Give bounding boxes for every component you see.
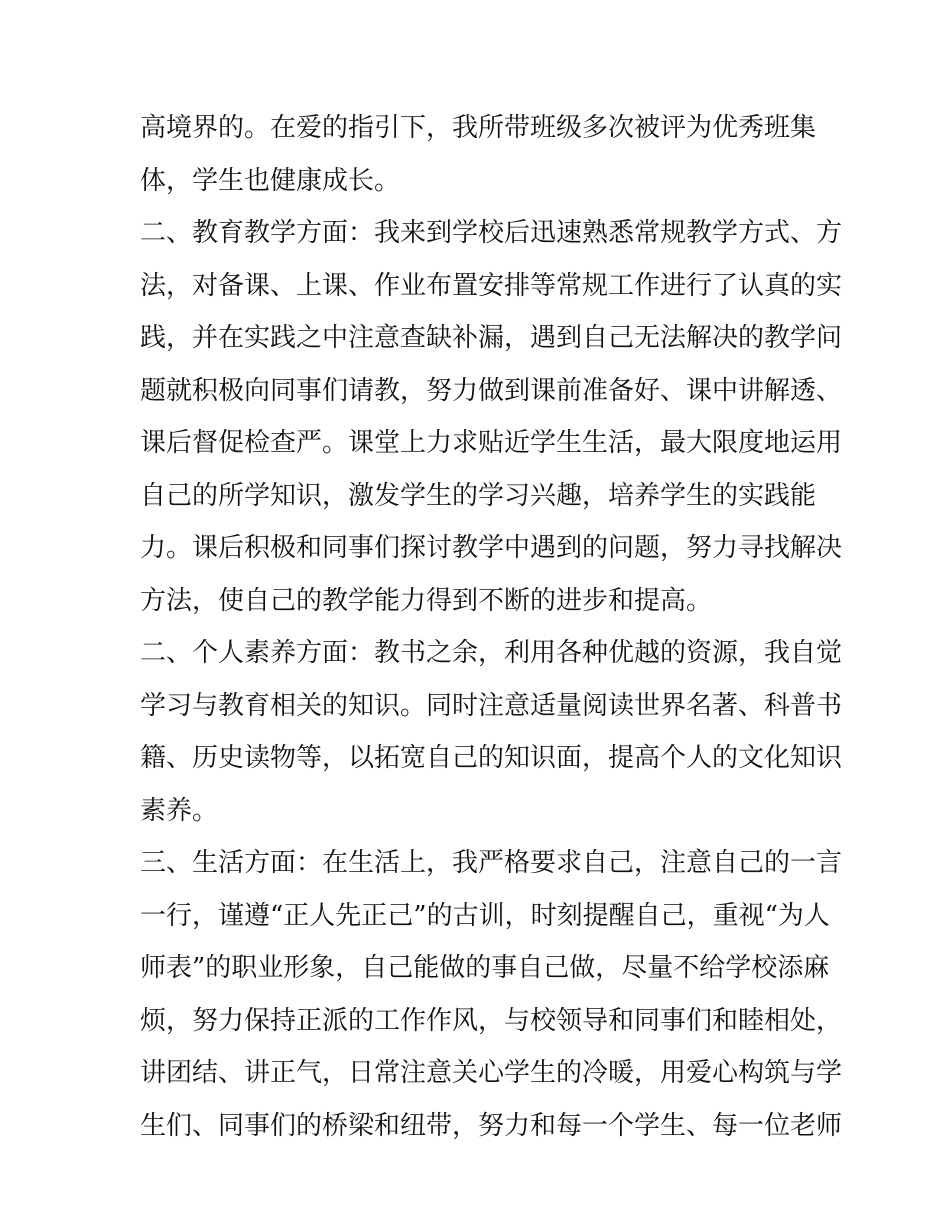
text-line: 体，学生也健康成长。 bbox=[140, 165, 401, 196]
text-line: 一行，谨遵“正人先正己”的古训，时刻提醒自己，重视“为人 bbox=[140, 900, 830, 931]
body-text bbox=[140, 102, 843, 1152]
text-line: 三、生活方面：在生活上，我严格要求自己，注意自己的一言 bbox=[140, 848, 843, 878]
text-line: 践，并在实践之中注意查缺补漏，遇到自己无法解决的教学问 bbox=[140, 323, 843, 353]
text-line: 二、个人素养方面：教书之余，利用各种优越的资源，我自觉 bbox=[140, 638, 843, 668]
text-line: 烦，努力保持正派的工作作风，与校领导和同事们和睦相处， bbox=[140, 1005, 843, 1036]
text-line: 力。课后积极和同事们探讨教学中遇到的问题，努力寻找解决 bbox=[140, 533, 843, 563]
text-line: 题就积极向同事们请教，努力做到课前准备好、课中讲解透、 bbox=[140, 375, 843, 406]
text-line: 生们、同事们的桥梁和纽带，努力和每一个学生、每一位老师 bbox=[140, 1110, 843, 1141]
text-line: 高境界的。在爱的指引下，我所带班级多次被评为优秀班集 bbox=[140, 113, 817, 143]
text-line: 方法，使自己的教学能力得到不断的进步和提高。 bbox=[140, 585, 713, 616]
text-line: 素养。 bbox=[140, 795, 219, 826]
text-line: 籍、历史读物等，以拓宽自己的知识面，提高个人的文化知识 bbox=[140, 743, 843, 773]
text-line: 学习与教育相关的知识。同时注意适量阅读世界名著、科普书 bbox=[140, 690, 843, 721]
text-line: 法，对备课、上课、作业布置安排等常规工作进行了认真的实 bbox=[140, 270, 843, 301]
text-line: 讲团结、讲正气，日常注意关心学生的冷暖，用爱心构筑与学 bbox=[140, 1058, 843, 1088]
text-line: 二、教育教学方面：我来到学校后迅速熟悉常规教学方式、方 bbox=[140, 218, 843, 248]
text-line: 课后督促检查严。课堂上力求贴近学生生活，最大限度地运用 bbox=[140, 428, 843, 458]
text-line: 师表”的职业形象，自己能做的事自己做，尽量不给学校添麻 bbox=[140, 953, 830, 983]
text-line: 自己的所学知识，激发学生的学习兴趣，培养学生的实践能 bbox=[140, 480, 817, 511]
